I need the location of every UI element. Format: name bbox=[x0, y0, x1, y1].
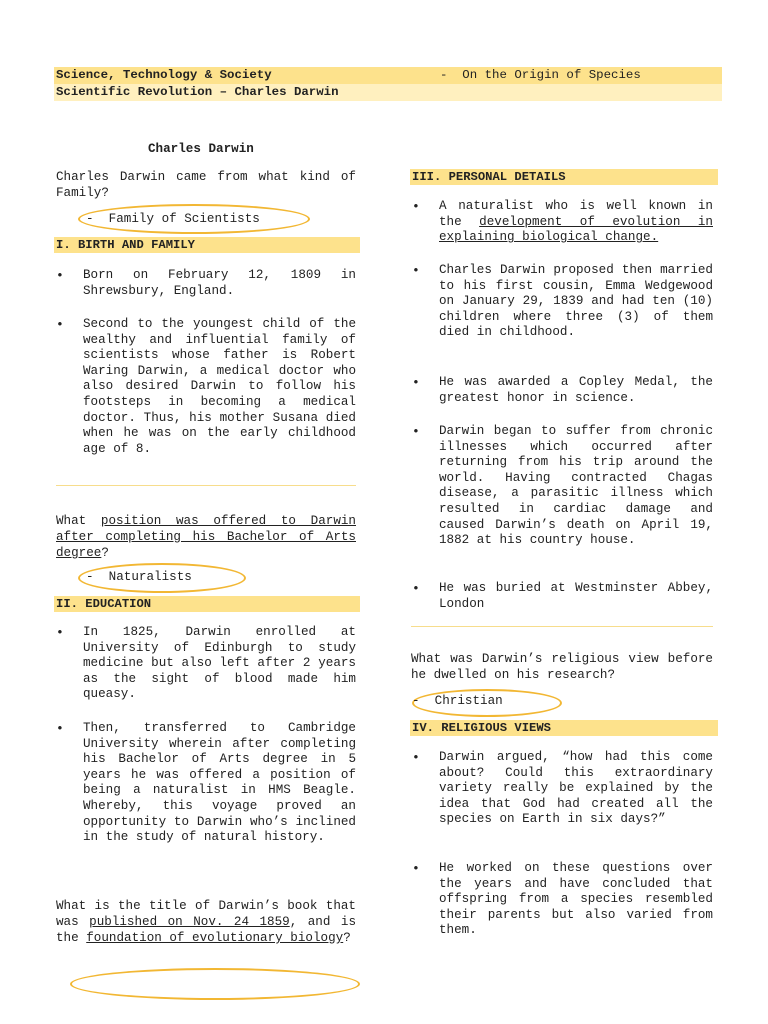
list-item bbox=[56, 317, 356, 457]
bullet-icon: • bbox=[412, 424, 420, 439]
question-text: ? bbox=[101, 546, 109, 560]
list-item bbox=[412, 375, 713, 406]
section-birth-family: I. BIRTH AND FAMILY bbox=[54, 237, 360, 253]
bullet-icon: • bbox=[412, 861, 420, 876]
list-item bbox=[56, 721, 356, 846]
list-item-emphasis: development of evolution in explaining biological change. bbox=[439, 214, 713, 245]
list-item-text: He worked on these questions over the years and have concluded that offspring from a species resembled their parents but also varied from them. bbox=[439, 861, 713, 938]
list-item bbox=[412, 750, 713, 828]
list-item-text: He was buried at Westminster Abbey, London bbox=[439, 581, 713, 611]
page-title: Charles Darwin bbox=[148, 142, 254, 156]
bullet-icon: • bbox=[412, 750, 420, 765]
section-religious-views: IV. RELIGIOUS VIEWS bbox=[410, 720, 718, 736]
list-item bbox=[412, 861, 713, 939]
question-emphasis: foundation of evolutionary biology bbox=[86, 931, 344, 945]
question-family: Charles Darwin came from what kind of Family? bbox=[56, 170, 356, 200]
section-education: II. EDUCATION bbox=[54, 596, 360, 612]
answer-oval bbox=[70, 968, 360, 1000]
list-item bbox=[412, 263, 713, 341]
list-item-text: Darwin began to suffer from chronic illnesses which occurred after returning from his trip around the world. Having contracted Chagas disease, a parasitic illness which resulted in cardiac damage and caused Darwin’s death on April 19, 1882 at his country house. bbox=[439, 424, 713, 548]
bullet-icon: • bbox=[412, 263, 420, 278]
list-item-text: In 1825, Darwin enrolled at University of Edinburgh to study medicine but also left after 2 years as the sight of blood made him queasy. bbox=[83, 625, 356, 702]
list-item bbox=[56, 268, 356, 299]
divider bbox=[411, 626, 713, 627]
list-item-text: He was awarded a Copley Medal, the greatest honor in science. bbox=[439, 375, 713, 405]
header-course: Science, Technology & Society bbox=[56, 68, 272, 82]
list-item bbox=[412, 199, 713, 246]
answer-position: - Naturalists bbox=[86, 570, 192, 584]
bullet-icon: • bbox=[412, 375, 420, 390]
question-text: , and is the bbox=[56, 915, 356, 945]
list-item bbox=[56, 625, 356, 703]
question-text: What is the title of Darwin’s book that was bbox=[56, 899, 356, 929]
answer-religion: - Christian bbox=[412, 694, 503, 708]
question-position bbox=[56, 513, 356, 561]
list-item-text: Second to the youngest child of the wealthy and influential family of scientists whose father is Robert Waring Darwin, a medical doctor who also desired Darwin to follow his footsteps in becoming a medical doctor. Thus, his mother Susana died when he was on the early childhood age of 8. bbox=[83, 317, 356, 456]
question-text: What bbox=[56, 514, 101, 528]
answer-family: - Family of Scientists bbox=[86, 212, 260, 226]
list-item-text: A naturalist who is well known in the bbox=[439, 199, 713, 229]
bullet-icon: • bbox=[56, 625, 64, 640]
section-personal-details: III. PERSONAL DETAILS bbox=[410, 169, 718, 185]
question-emphasis: published on Nov. 24 1859 bbox=[89, 915, 290, 929]
bullet-icon: • bbox=[56, 721, 64, 736]
header-subtitle: Scientific Revolution – Charles Darwin bbox=[56, 85, 339, 99]
list-item-text: Born on February 12, 1809 in Shrewsbury, England. bbox=[83, 268, 356, 298]
bullet-icon: • bbox=[56, 317, 64, 332]
list-item bbox=[412, 581, 713, 612]
list-item-text: Then, transferred to Cambridge University wherein after completing his Bachelor of Arts degree in 5 years he was offered a position of being a naturalist in HMS Beagle. Whereby, this voyage proved an opportunity to Darwin who’s inclined in the study of natural history. bbox=[83, 721, 356, 845]
divider bbox=[56, 485, 356, 486]
list-item-text: Charles Darwin proposed then married to his first cousin, Emma Wedgewood on January 29, 1839 and had ten (10) children where three (3) of them died in childhood. bbox=[439, 263, 713, 340]
question-religion: What was Darwin’s religious view before he dwelled on his research? bbox=[411, 652, 713, 682]
list-item-text: Darwin argued, “how had this come about? Could this extraordinary variety really be explained by the idea that God had created all the species on Earth in six days?” bbox=[439, 750, 713, 827]
bullet-icon: • bbox=[412, 581, 420, 596]
header-topic: - On the Origin of Species bbox=[440, 68, 641, 82]
bullet-icon: • bbox=[56, 268, 64, 283]
question-emphasis: position was offered to Darwin after completing his Bachelor of Arts degree bbox=[56, 514, 356, 560]
question-book bbox=[56, 898, 356, 946]
list-item bbox=[412, 424, 713, 549]
bullet-icon: • bbox=[412, 199, 420, 214]
question-text: ? bbox=[343, 931, 351, 945]
